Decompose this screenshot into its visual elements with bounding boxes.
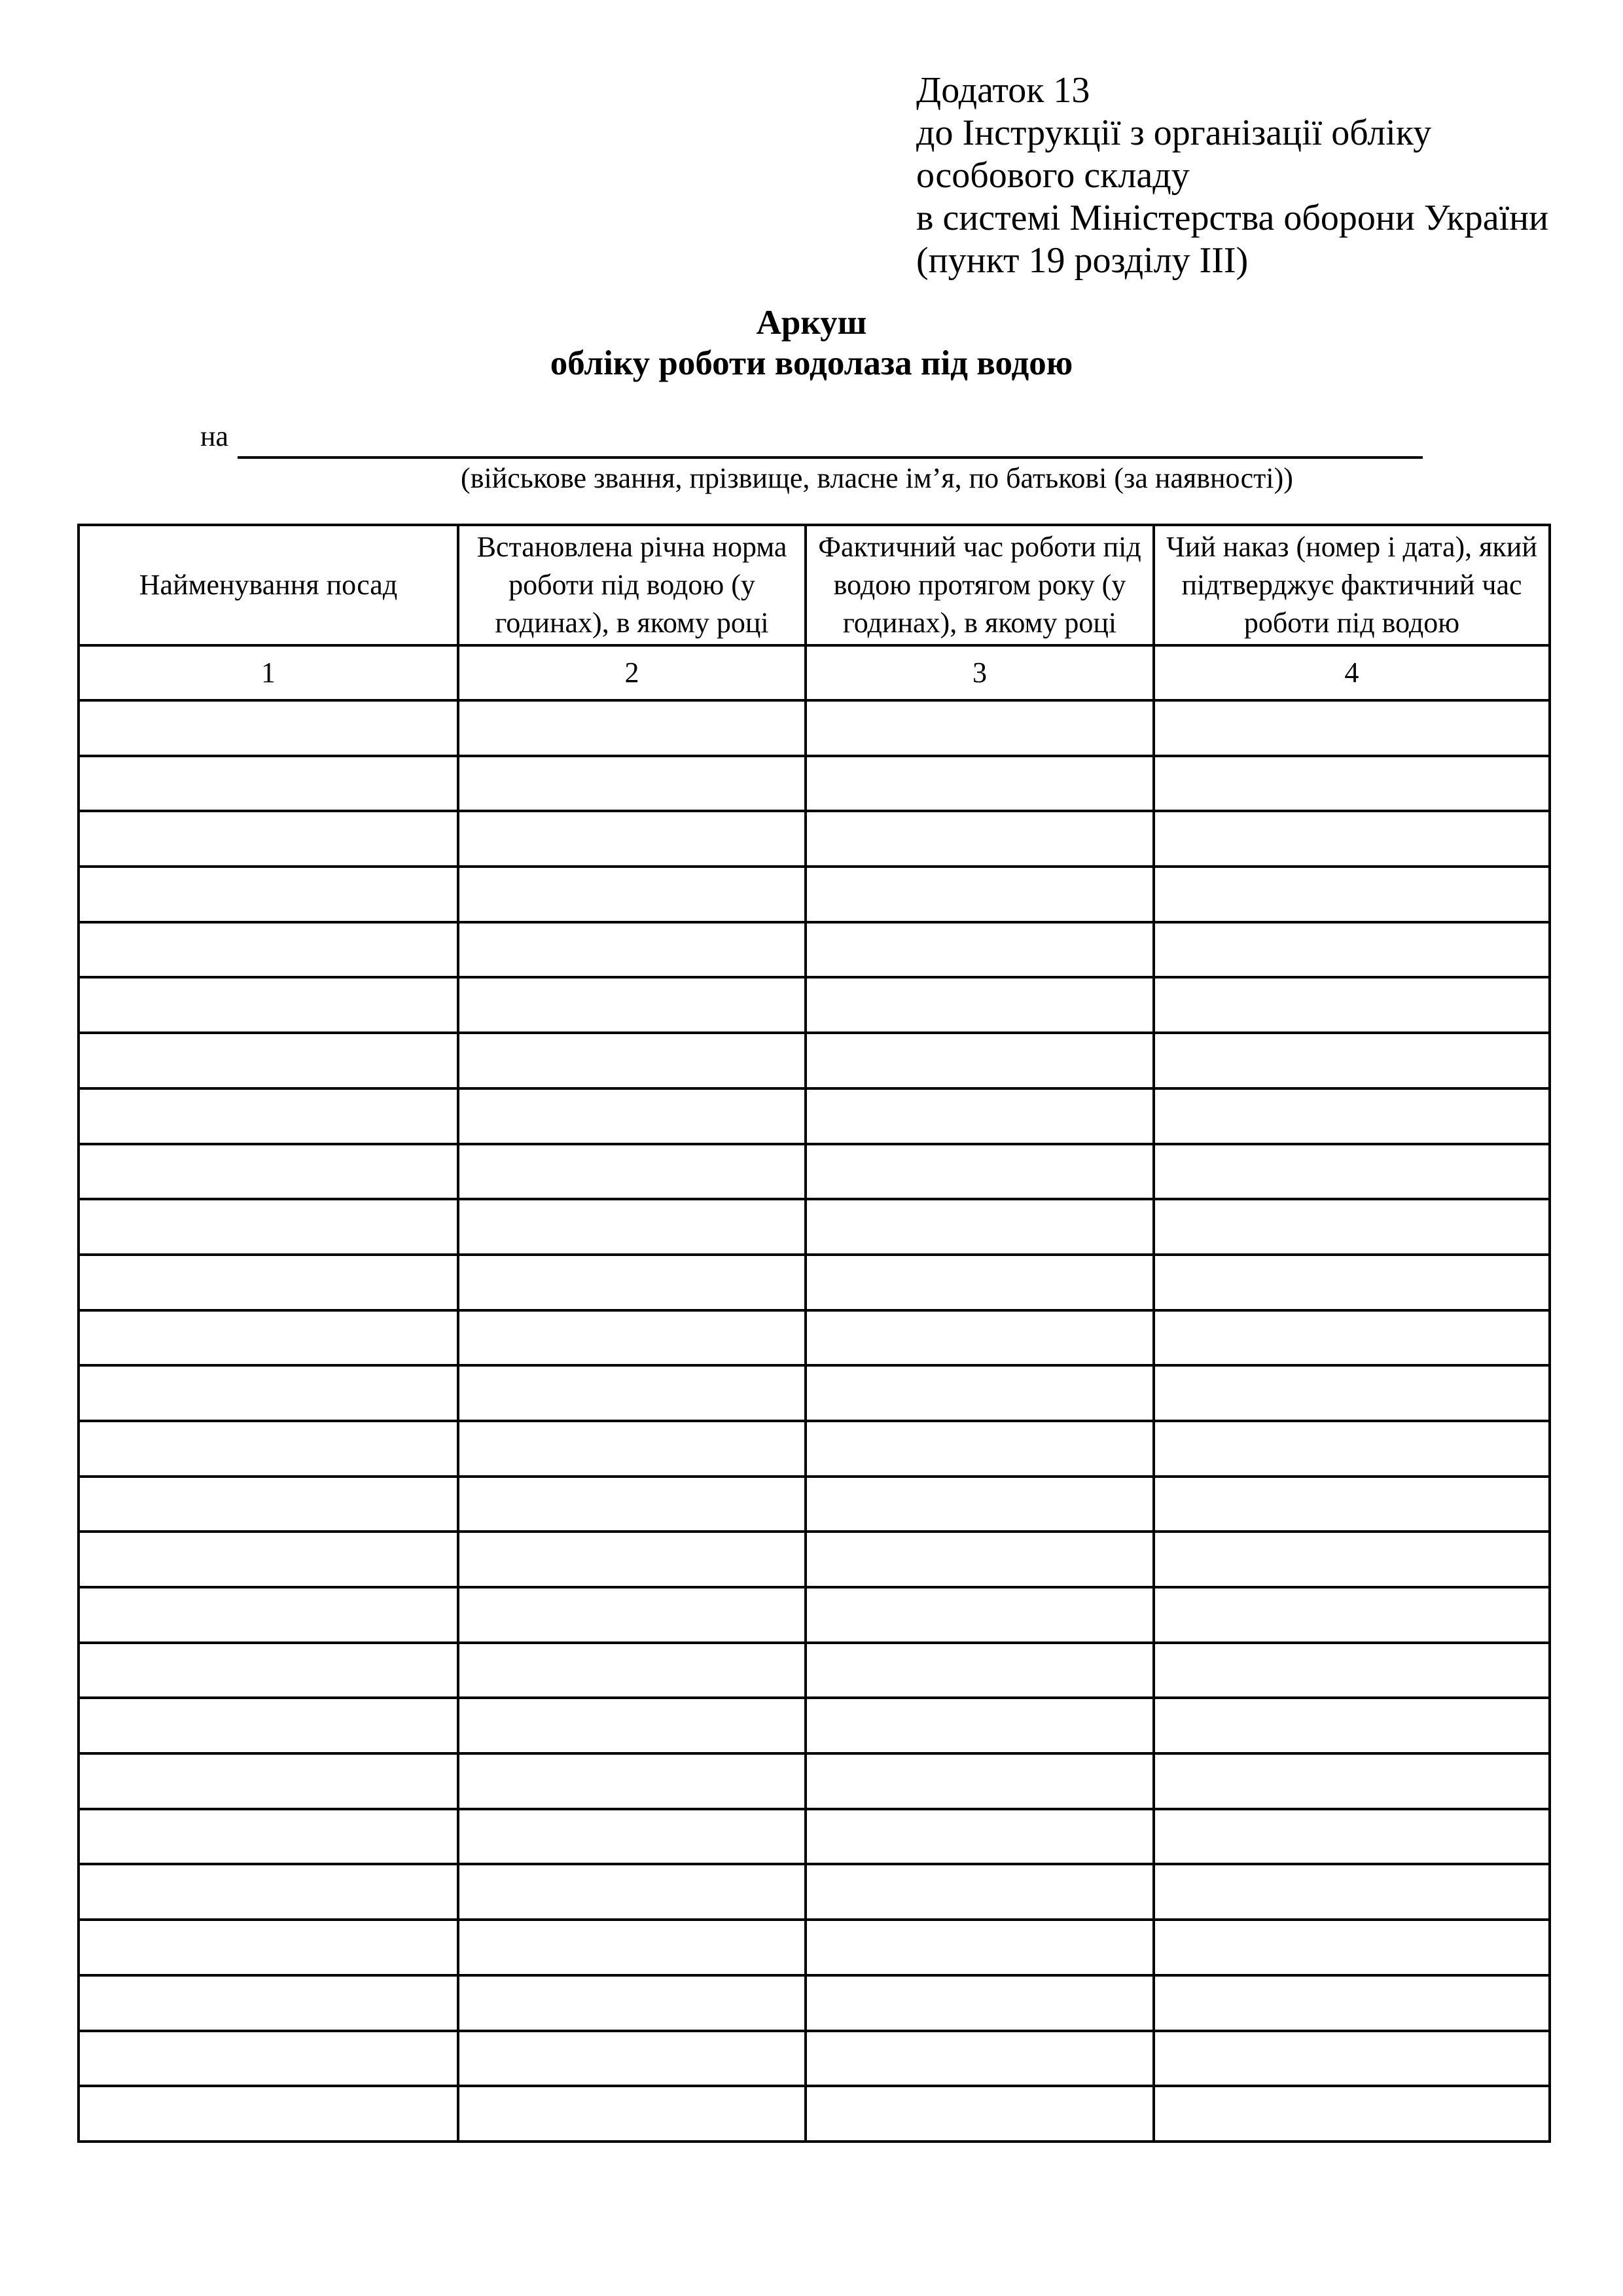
table-cell[interactable]: [79, 977, 458, 1033]
title-line-1: Аркуш: [756, 304, 867, 342]
table-row: [79, 1477, 1550, 1532]
column-number: 1: [79, 645, 458, 700]
table-cell[interactable]: [79, 1421, 458, 1477]
recipient-field[interactable]: [238, 456, 1423, 459]
table-cell[interactable]: [458, 2031, 806, 2087]
table-cell[interactable]: [458, 1587, 806, 1643]
table-cell[interactable]: [79, 1698, 458, 1753]
table-cell[interactable]: [1154, 811, 1550, 867]
column-header-label: Найменування посад: [139, 569, 398, 601]
table-cell[interactable]: [79, 1753, 458, 1809]
table-cell[interactable]: [458, 1310, 806, 1366]
table-cell[interactable]: [458, 1144, 806, 1200]
recipient-prefix: на: [200, 420, 229, 452]
table-row: [79, 1643, 1550, 1698]
table-cell[interactable]: [806, 1477, 1154, 1532]
table-cell[interactable]: [806, 1532, 1154, 1587]
table-cell[interactable]: [806, 1975, 1154, 2031]
document-title: [0, 302, 1623, 384]
column-header: [1154, 525, 1550, 645]
table-cell[interactable]: [79, 867, 458, 922]
table-cell[interactable]: [458, 2086, 806, 2142]
table-cell[interactable]: [806, 1255, 1154, 1310]
table-cell[interactable]: [458, 1421, 806, 1477]
table-cell[interactable]: [79, 1365, 458, 1421]
column-header: [806, 525, 1154, 645]
table-cell[interactable]: [458, 1975, 806, 2031]
table-cell[interactable]: [1154, 1255, 1550, 1310]
table-row: [79, 1255, 1550, 1310]
table-row: [79, 1809, 1550, 1865]
table-cell[interactable]: [79, 1532, 458, 1587]
table-row: [79, 1088, 1550, 1144]
table-cell[interactable]: [806, 1864, 1154, 1920]
table-cell[interactable]: [79, 756, 458, 812]
table-row: [79, 1421, 1550, 1477]
table-cell[interactable]: [458, 1753, 806, 1809]
table-cell[interactable]: [806, 811, 1154, 867]
table-cell[interactable]: [806, 1421, 1154, 1477]
table-row: [79, 1753, 1550, 1809]
column-header: [79, 525, 458, 645]
table-cell[interactable]: [806, 1753, 1154, 1809]
table-cell[interactable]: [79, 2031, 458, 2087]
table-cell[interactable]: [79, 1643, 458, 1698]
table-cell[interactable]: [79, 1587, 458, 1643]
table-cell[interactable]: [458, 1199, 806, 1255]
table-row: [79, 1587, 1550, 1643]
table-cell[interactable]: [1154, 867, 1550, 922]
table-cell[interactable]: [1154, 2086, 1550, 2142]
table-cell[interactable]: [79, 811, 458, 867]
table-cell[interactable]: [458, 1365, 806, 1421]
table-cell[interactable]: [1154, 1809, 1550, 1865]
table-cell[interactable]: [806, 1310, 1154, 1366]
work-record-table: [77, 524, 1551, 2143]
column-number: 4: [1154, 645, 1550, 700]
table-cell[interactable]: [1154, 1532, 1550, 1587]
table-cell[interactable]: [1154, 1920, 1550, 1975]
table-cell[interactable]: [458, 1864, 806, 1920]
table-cell[interactable]: [1154, 2031, 1550, 2087]
table-row: [79, 811, 1550, 867]
column-header-label: Встановлена річна норма роботи під водою (у годинах), в якому році: [476, 531, 787, 639]
column-header-label: Фактичний час роботи під водою протягом року (у годинах), в якому році: [818, 531, 1141, 639]
table-cell[interactable]: [1154, 1643, 1550, 1698]
table-cell[interactable]: [806, 1033, 1154, 1088]
column-header: [458, 525, 806, 645]
table-cell[interactable]: [79, 1088, 458, 1144]
table-cell[interactable]: [79, 1864, 458, 1920]
annex-line: (пункт 19 розділу ІІІ): [916, 240, 1249, 281]
table-cell[interactable]: [1154, 756, 1550, 812]
table-cell[interactable]: [458, 1809, 806, 1865]
table-cell[interactable]: [806, 2031, 1154, 2087]
table-cell[interactable]: [806, 977, 1154, 1033]
table-cell[interactable]: [79, 2086, 458, 2142]
table-cell[interactable]: [458, 1033, 806, 1088]
table-row: [79, 756, 1550, 812]
table-cell[interactable]: [806, 922, 1154, 978]
table-cell[interactable]: [79, 1144, 458, 1200]
table-cell[interactable]: [458, 1477, 806, 1532]
table-cell[interactable]: [1154, 1698, 1550, 1753]
table-cell[interactable]: [458, 1255, 806, 1310]
table-row: [79, 2031, 1550, 2087]
table-cell[interactable]: [1154, 1144, 1550, 1200]
table-cell[interactable]: [458, 1532, 806, 1587]
table-cell[interactable]: [1154, 1864, 1550, 1920]
table-cell[interactable]: [79, 1975, 458, 2031]
table-row: [79, 1310, 1550, 1366]
table-cell[interactable]: [806, 1144, 1154, 1200]
table-cell[interactable]: [458, 811, 806, 867]
table-header-row: [79, 525, 1550, 645]
column-header-label: Чий наказ (номер і дата), який підтверджує фактичний час роботи під водою: [1166, 531, 1537, 639]
table-cell[interactable]: [458, 867, 806, 922]
table-cell[interactable]: [79, 1199, 458, 1255]
table-row: [79, 2086, 1550, 2142]
table-cell[interactable]: [1154, 1975, 1550, 2031]
table-row: [79, 1864, 1550, 1920]
table-cell[interactable]: [79, 1310, 458, 1366]
table-row: [79, 1975, 1550, 2031]
table-row: [79, 977, 1550, 1033]
annex-line: особового складу: [916, 155, 1190, 196]
table-cell[interactable]: [79, 1033, 458, 1088]
table-cell[interactable]: [1154, 1753, 1550, 1809]
table-cell[interactable]: [1154, 1587, 1550, 1643]
column-number-row: [79, 645, 1550, 700]
table-cell[interactable]: [458, 1698, 806, 1753]
table-cell[interactable]: [806, 1643, 1154, 1698]
table-cell[interactable]: [806, 700, 1154, 756]
table-cell[interactable]: [79, 1920, 458, 1975]
table-row: [79, 1365, 1550, 1421]
annex-line: в системі Міністерства оборони України: [916, 198, 1549, 238]
table-cell[interactable]: [806, 1365, 1154, 1421]
table-cell[interactable]: [806, 756, 1154, 812]
table-cell[interactable]: [806, 1587, 1154, 1643]
table-cell[interactable]: [1154, 1421, 1550, 1477]
table-cell[interactable]: [458, 922, 806, 978]
table-cell[interactable]: [806, 1199, 1154, 1255]
table-cell[interactable]: [79, 700, 458, 756]
table-cell[interactable]: [79, 1477, 458, 1532]
table-row: [79, 1698, 1550, 1753]
table-row: [79, 1144, 1550, 1200]
table-cell[interactable]: [458, 756, 806, 812]
table-row: [79, 1199, 1550, 1255]
title-line-2: обліку роботи водолаза під водою: [550, 344, 1073, 382]
table-cell[interactable]: [458, 700, 806, 756]
annex-line: Додаток 13: [916, 70, 1090, 111]
recipient-caption: (військове звання, прізвище, власне ім’я, по батькові (за наявності)): [461, 462, 1293, 494]
table-cell[interactable]: [1154, 1477, 1550, 1532]
table-row: [79, 1033, 1550, 1088]
table-cell[interactable]: [79, 1255, 458, 1310]
table-cell[interactable]: [1154, 1365, 1550, 1421]
table-cell[interactable]: [806, 1698, 1154, 1753]
table-cell[interactable]: [79, 1809, 458, 1865]
table-cell[interactable]: [1154, 1199, 1550, 1255]
table-row: [79, 867, 1550, 922]
table-cell[interactable]: [1154, 977, 1550, 1033]
annex-reference: [916, 69, 1548, 282]
table-row: [79, 700, 1550, 756]
table-cell[interactable]: [79, 922, 458, 978]
table-cell[interactable]: [1154, 1033, 1550, 1088]
table-cell[interactable]: [806, 867, 1154, 922]
annex-line: до Інструкції з організації обліку: [916, 113, 1432, 153]
column-number: 3: [806, 645, 1154, 700]
table-cell[interactable]: [1154, 1088, 1550, 1144]
column-number: 2: [458, 645, 806, 700]
table-cell[interactable]: [806, 1809, 1154, 1865]
table-row: [79, 1532, 1550, 1587]
table-row: [79, 1920, 1550, 1975]
table-cell[interactable]: [1154, 922, 1550, 978]
table-cell[interactable]: [458, 1643, 806, 1698]
table-cell[interactable]: [1154, 1310, 1550, 1366]
table-cell[interactable]: [458, 1088, 806, 1144]
table-cell[interactable]: [458, 977, 806, 1033]
table-row: [79, 922, 1550, 978]
table-cell[interactable]: [458, 1920, 806, 1975]
table-cell[interactable]: [806, 2086, 1154, 2142]
table-cell[interactable]: [806, 1088, 1154, 1144]
table-cell[interactable]: [806, 1920, 1154, 1975]
table-cell[interactable]: [1154, 700, 1550, 756]
